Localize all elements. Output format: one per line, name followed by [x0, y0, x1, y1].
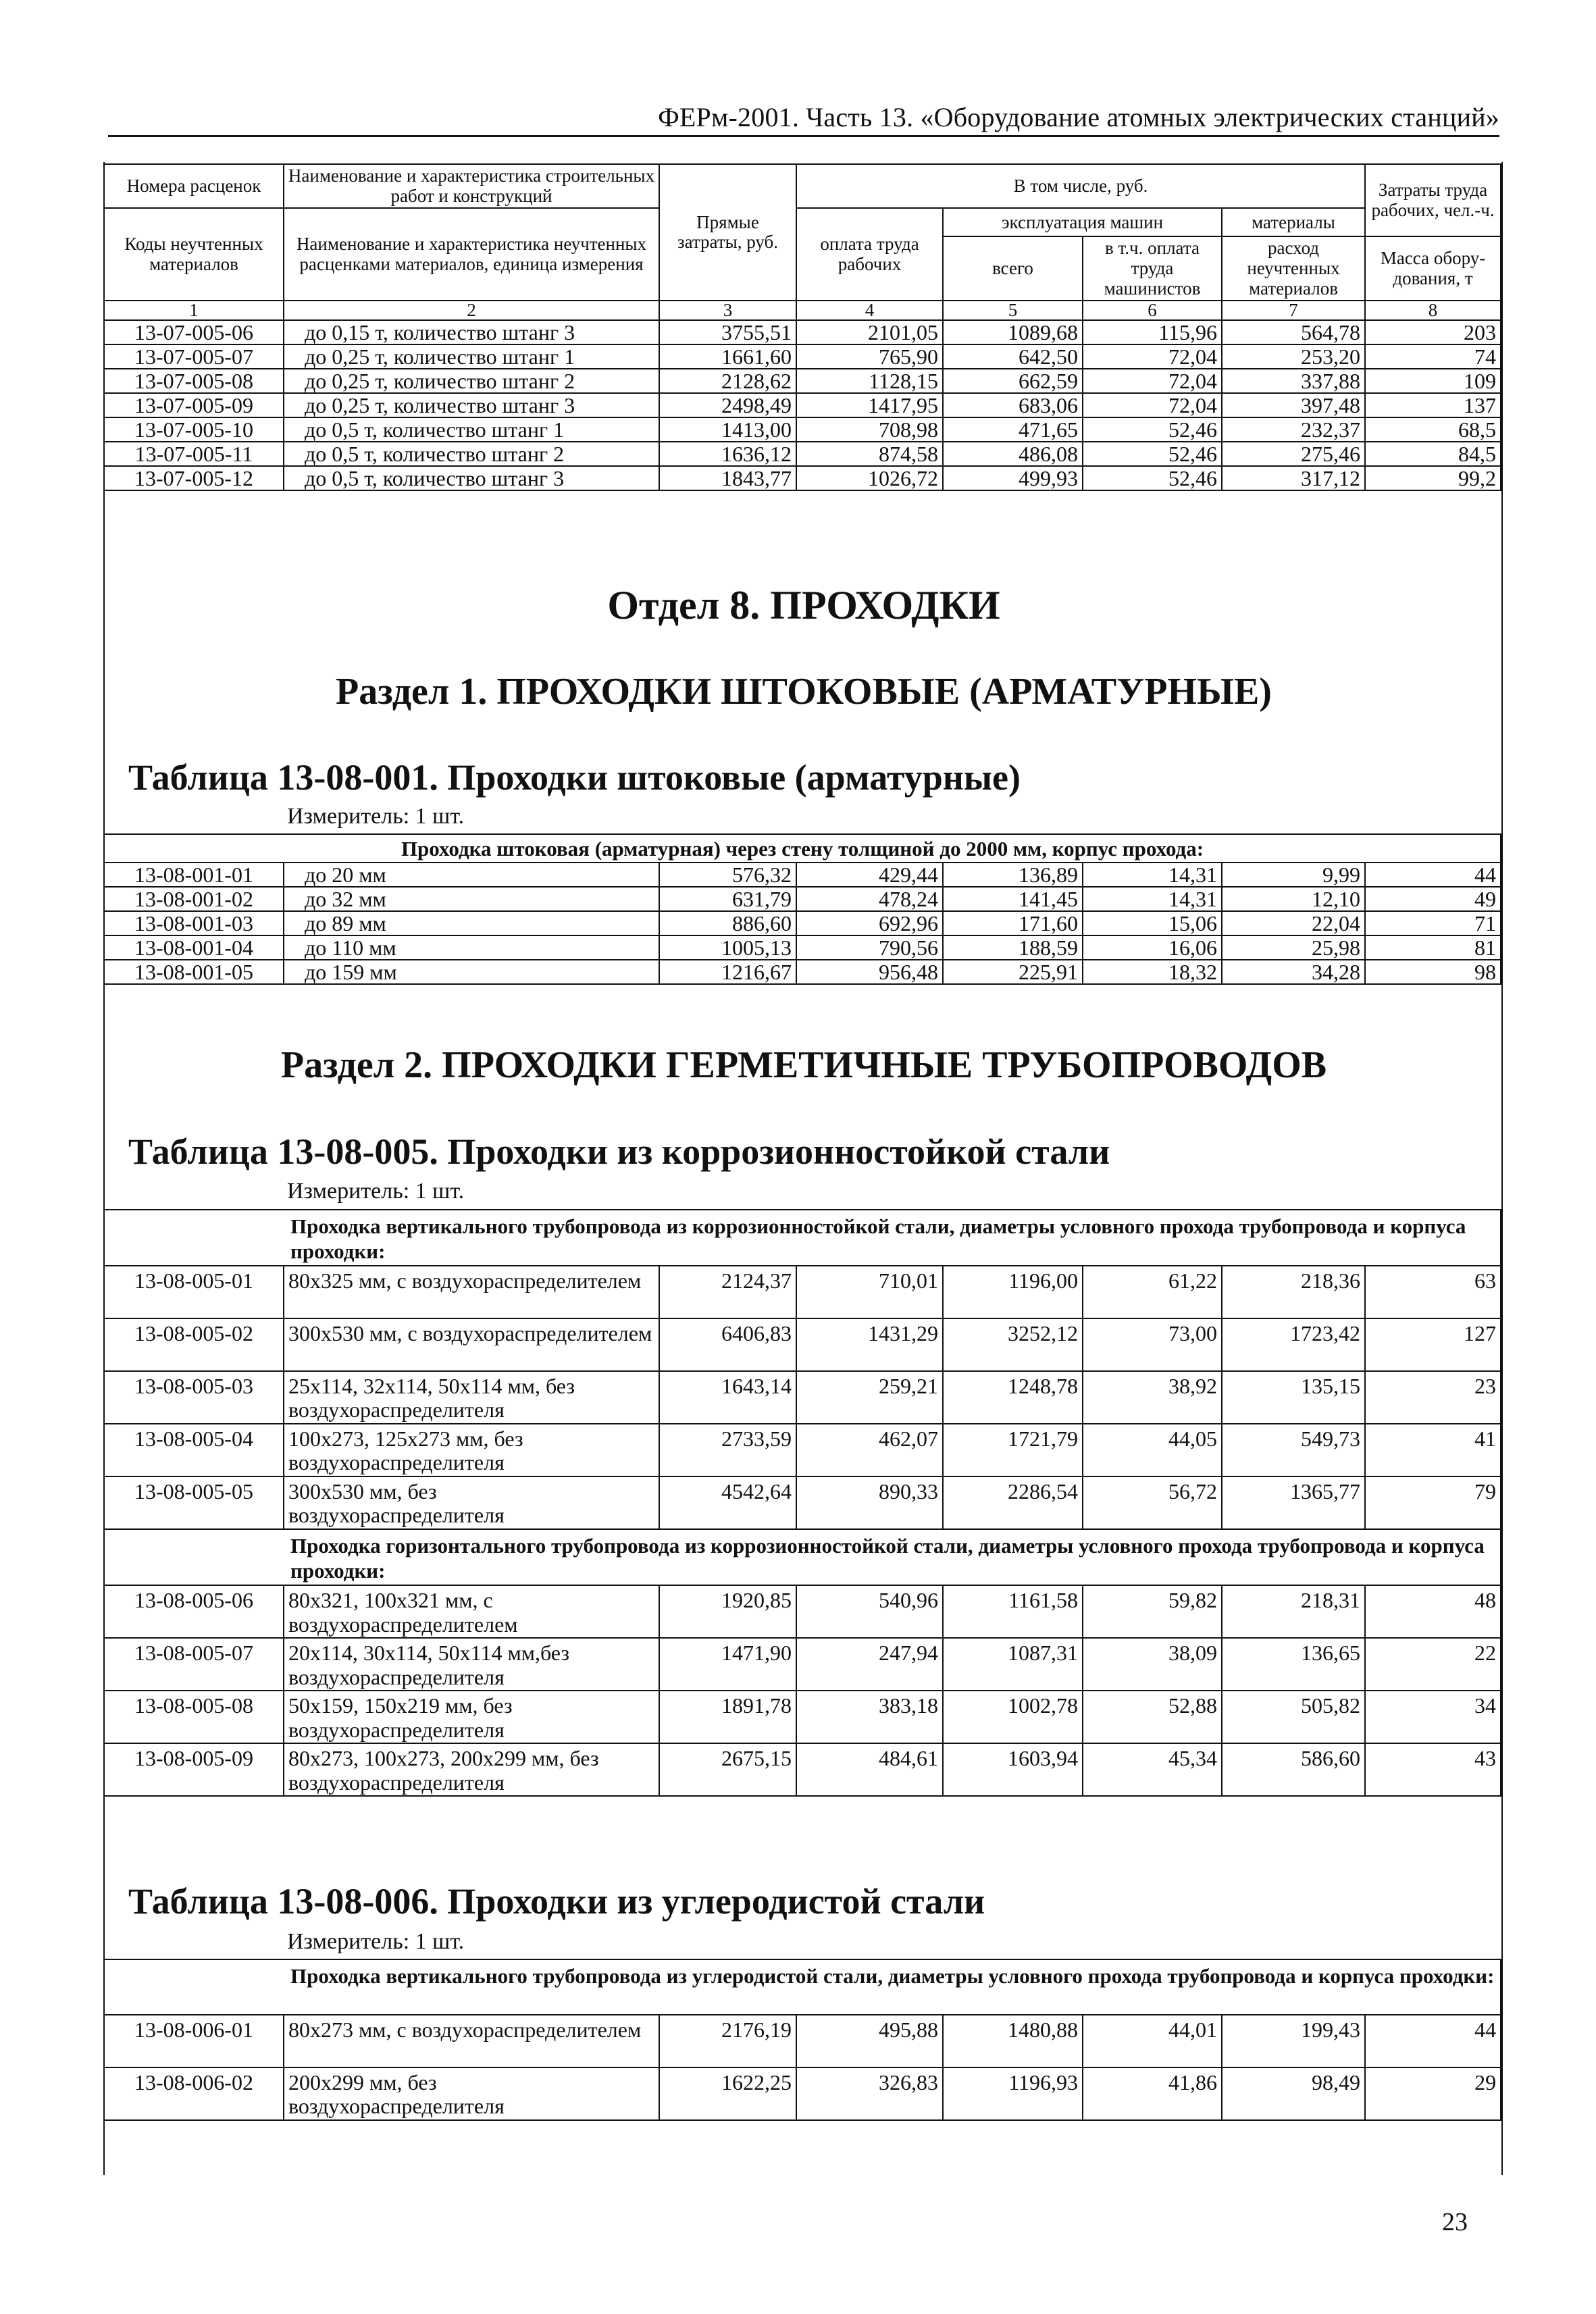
col-machines-total-header: всего	[943, 236, 1083, 301]
table-row	[104, 1691, 1501, 1743]
col-labor-pay-header: оплата труда рабочих	[796, 208, 943, 301]
machinist-pay-cell: 52,46	[1083, 442, 1222, 466]
description-cell: до 159 мм	[284, 960, 659, 984]
labor-pay-cell: 383,18	[796, 1691, 943, 1743]
column-number-cell: 8	[1365, 301, 1501, 320]
column-numbers-row	[104, 301, 1501, 320]
direct-cost-cell: 2733,59	[659, 1424, 796, 1476]
direct-cost-cell: 886,60	[659, 911, 796, 935]
machines-total-cell: 3252,12	[943, 1318, 1083, 1371]
table-row	[104, 960, 1501, 984]
machines-total-cell: 1087,31	[943, 1638, 1083, 1691]
table-row	[104, 369, 1501, 393]
table-subheading-horizontal: Проходка горизонтального трубопровода из коррозионностойкой стали, диаметры условного прохода трубопровода и корпуса проходки:	[104, 1529, 1501, 1585]
table-row	[104, 442, 1501, 466]
description-cell: до 0,25 т, количество штанг 2	[284, 369, 659, 393]
razdel-2-heading: Раздел 2. ПРОХОДКИ ГЕРМЕТИЧНЫЕ ТРУБОПРОВОДОВ	[280, 1044, 1327, 1086]
materials-cell: 9,99	[1222, 863, 1365, 887]
materials-cell: 275,46	[1222, 442, 1365, 466]
col-materials-use-header: расход неучтенных материалов	[1222, 236, 1365, 301]
rate-code-cell: 13-08-005-08	[104, 1691, 284, 1743]
labor-cost-cell: 68,5	[1365, 417, 1501, 442]
description-cell: 80х321, 100х321 мм, с воздухораспределителем	[284, 1585, 659, 1638]
machines-total-cell: 136,89	[943, 863, 1083, 887]
machines-total-cell: 171,60	[943, 911, 1083, 935]
table-row	[104, 935, 1501, 960]
materials-cell: 317,12	[1222, 466, 1365, 490]
table-row	[104, 466, 1501, 490]
machinist-pay-cell: 52,46	[1083, 417, 1222, 442]
rate-code-cell: 13-08-005-07	[104, 1638, 284, 1691]
direct-cost-cell: 631,79	[659, 887, 796, 911]
materials-cell: 135,15	[1222, 1371, 1365, 1424]
page-number: 23	[1442, 2208, 1468, 2236]
description-cell: 80х273 мм, с воздухораспределителем	[284, 2015, 659, 2067]
description-cell: 300х530 мм, без воздухораспределителя	[284, 1476, 659, 1529]
table-subheading-vertical: Проходка вертикального трубопровода из коррозионностойкой стали, диаметры условного прохода трубопровода и корпуса проходки:	[104, 1210, 1501, 1266]
rate-code-cell: 13-08-005-06	[104, 1585, 284, 1638]
table-row	[104, 1476, 1501, 1529]
col-codes-header: Номера расценок	[104, 164, 284, 208]
table-13-08-006	[103, 1959, 1501, 2121]
machines-total-cell: 486,08	[943, 442, 1083, 466]
direct-cost-cell: 1920,85	[659, 1585, 796, 1638]
top-rates-table	[103, 163, 1501, 491]
machines-total-cell: 642,50	[943, 344, 1083, 369]
labor-pay-cell: 478,24	[796, 887, 943, 911]
machines-total-cell: 188,59	[943, 935, 1083, 960]
table-13-08-006-unit: Измеритель: 1 шт.	[287, 1929, 465, 1954]
table-13-08-005	[103, 1209, 1501, 1797]
table-row	[104, 1585, 1501, 1638]
description-cell: 80х325 мм, с воздухораспределителем	[284, 1266, 659, 1318]
labor-cost-cell: 74	[1365, 344, 1501, 369]
table-row	[104, 2015, 1501, 2067]
description-cell: 100х273, 125х273 мм, без воздухораспределителя	[284, 1424, 659, 1476]
machinist-pay-cell: 72,04	[1083, 344, 1222, 369]
machinist-pay-cell: 72,04	[1083, 393, 1222, 417]
labor-cost-cell: 44	[1365, 2015, 1501, 2067]
col-equip-mass-header: Масса обору-дования, т	[1365, 236, 1501, 301]
rate-code-cell: 13-08-006-02	[104, 2067, 284, 2120]
otdel-heading: Отдел 8. ПРОХОДКИ	[607, 583, 1000, 627]
col-name-header: Наименование и характеристика строительных работ и конструкций	[284, 164, 659, 208]
table-row	[104, 887, 1501, 911]
machinist-pay-cell: 59,82	[1083, 1585, 1222, 1638]
materials-cell: 22,04	[1222, 911, 1365, 935]
labor-pay-cell: 429,44	[796, 863, 943, 887]
direct-cost-cell: 1005,13	[659, 935, 796, 960]
machines-total-cell: 1089,68	[943, 320, 1083, 344]
razdel-1-heading: Раздел 1. ПРОХОДКИ ШТОКОВЫЕ (АРМАТУРНЫЕ)	[336, 671, 1272, 713]
direct-cost-cell: 1216,67	[659, 960, 796, 984]
materials-cell: 136,65	[1222, 1638, 1365, 1691]
labor-pay-cell: 495,88	[796, 2015, 943, 2067]
machines-total-cell: 1480,88	[943, 2015, 1083, 2067]
col-direct-cost-header: Прямые затраты, руб.	[659, 164, 796, 301]
materials-cell: 1723,42	[1222, 1318, 1365, 1371]
labor-pay-cell: 259,21	[796, 1371, 943, 1424]
description-cell: до 32 мм	[284, 887, 659, 911]
machinist-pay-cell: 16,06	[1083, 935, 1222, 960]
labor-pay-cell: 2101,05	[796, 320, 943, 344]
direct-cost-cell: 2124,37	[659, 1266, 796, 1318]
materials-cell: 12,10	[1222, 887, 1365, 911]
table-13-08-001-title: Таблица 13-08-001. Проходки штоковые (арматурные)	[128, 757, 1021, 798]
table-row	[104, 2067, 1501, 2120]
description-cell: 80х273, 100х273, 200х299 мм, без воздухораспределителя	[284, 1743, 659, 1796]
rate-code-cell: 13-08-001-05	[104, 960, 284, 984]
labor-pay-cell: 540,96	[796, 1585, 943, 1638]
labor-pay-cell: 956,48	[796, 960, 943, 984]
machines-total-cell: 662,59	[943, 369, 1083, 393]
machinist-pay-cell: 14,31	[1083, 863, 1222, 887]
table-13-08-005-unit: Измеритель: 1 шт.	[287, 1179, 465, 1204]
direct-cost-cell: 4542,64	[659, 1476, 796, 1529]
labor-cost-cell: 34	[1365, 1691, 1501, 1743]
direct-cost-cell: 1643,14	[659, 1371, 796, 1424]
machines-total-cell: 683,06	[943, 393, 1083, 417]
rate-code-cell: 13-07-005-11	[104, 442, 284, 466]
machines-total-cell: 1248,78	[943, 1371, 1083, 1424]
direct-cost-cell: 1891,78	[659, 1691, 796, 1743]
labor-cost-cell: 203	[1365, 320, 1501, 344]
direct-cost-cell: 2176,19	[659, 2015, 796, 2067]
machinist-pay-cell: 15,06	[1083, 911, 1222, 935]
table-row	[104, 1638, 1501, 1691]
column-number-cell: 3	[659, 301, 796, 320]
labor-pay-cell: 326,83	[796, 2067, 943, 2120]
description-cell: 50х159, 150х219 мм, без воздухораспределителя	[284, 1691, 659, 1743]
direct-cost-cell: 6406,83	[659, 1318, 796, 1371]
description-cell: 300х530 мм, с воздухораспределителем	[284, 1318, 659, 1371]
labor-cost-cell: 84,5	[1365, 442, 1501, 466]
labor-pay-cell: 692,96	[796, 911, 943, 935]
rate-code-cell: 13-08-005-03	[104, 1371, 284, 1424]
machinist-pay-cell: 45,34	[1083, 1743, 1222, 1796]
machines-total-cell: 2286,54	[943, 1476, 1083, 1529]
labor-cost-cell: 81	[1365, 935, 1501, 960]
machinist-pay-cell: 41,86	[1083, 2067, 1222, 2120]
column-number-cell: 6	[1083, 301, 1222, 320]
machines-total-cell: 471,65	[943, 417, 1083, 442]
rate-code-cell: 13-08-001-01	[104, 863, 284, 887]
header-rule	[108, 135, 1499, 137]
materials-cell: 34,28	[1222, 960, 1365, 984]
col-labor-cost-header: Затраты труда рабочих, чел.-ч.	[1365, 164, 1501, 236]
labor-pay-cell: 1026,72	[796, 466, 943, 490]
column-number-cell: 2	[284, 301, 659, 320]
rate-code-cell: 13-07-005-09	[104, 393, 284, 417]
rate-code-cell: 13-07-005-06	[104, 320, 284, 344]
table-row	[104, 1371, 1501, 1424]
materials-cell: 337,88	[1222, 369, 1365, 393]
description-cell: до 20 мм	[284, 863, 659, 887]
column-number-cell: 7	[1222, 301, 1365, 320]
materials-cell: 25,98	[1222, 935, 1365, 960]
rate-code-cell: 13-08-005-02	[104, 1318, 284, 1371]
direct-cost-cell: 1843,77	[659, 466, 796, 490]
description-cell: до 110 мм	[284, 935, 659, 960]
materials-cell: 199,43	[1222, 2015, 1365, 2067]
labor-pay-cell: 1417,95	[796, 393, 943, 417]
machinist-pay-cell: 52,88	[1083, 1691, 1222, 1743]
rate-code-cell: 13-07-005-07	[104, 344, 284, 369]
description-cell: 25х114, 32х114, 50х114 мм, без воздухораспределителя	[284, 1371, 659, 1424]
table-row	[104, 417, 1501, 442]
rate-code-cell: 13-07-005-10	[104, 417, 284, 442]
labor-cost-cell: 79	[1365, 1476, 1501, 1529]
materials-cell: 253,20	[1222, 344, 1365, 369]
labor-pay-cell: 462,07	[796, 1424, 943, 1476]
materials-cell: 397,48	[1222, 393, 1365, 417]
machines-total-cell: 1161,58	[943, 1585, 1083, 1638]
machinist-pay-cell: 72,04	[1083, 369, 1222, 393]
direct-cost-cell: 1471,90	[659, 1638, 796, 1691]
table-row	[104, 320, 1501, 344]
col-materials-header: материалы	[1222, 208, 1365, 236]
column-number-cell: 1	[104, 301, 284, 320]
direct-cost-cell: 2128,62	[659, 369, 796, 393]
col-machines-header: эксплуатация машин	[943, 208, 1222, 236]
direct-cost-cell: 1413,00	[659, 417, 796, 442]
column-number-cell: 5	[943, 301, 1083, 320]
table-row	[104, 1743, 1501, 1796]
machines-total-cell: 225,91	[943, 960, 1083, 984]
labor-cost-cell: 22	[1365, 1638, 1501, 1691]
col-codes-unaccounted-header: Коды неучтенных материалов	[104, 208, 284, 301]
labor-cost-cell: 99,2	[1365, 466, 1501, 490]
labor-cost-cell: 41	[1365, 1424, 1501, 1476]
table-13-08-006-title: Таблица 13-08-006. Проходки из углеродистой стали	[128, 1881, 985, 1922]
rate-code-cell: 13-07-005-12	[104, 466, 284, 490]
table-subheading-carbon: Проходка вертикального трубопровода из углеродистой стали, диаметры условного прохода трубопровода и корпуса проходки:	[104, 1959, 1501, 2015]
machinist-pay-cell: 56,72	[1083, 1476, 1222, 1529]
rate-code-cell: 13-08-006-01	[104, 2015, 284, 2067]
description-cell: 20х114, 30х114, 50х114 мм,без воздухораспределителя	[284, 1638, 659, 1691]
table-row	[104, 863, 1501, 887]
labor-cost-cell: 23	[1365, 1371, 1501, 1424]
materials-cell: 586,60	[1222, 1743, 1365, 1796]
col-incl-header: В том числе, руб.	[796, 164, 1365, 208]
machinist-pay-cell: 73,00	[1083, 1318, 1222, 1371]
machinist-pay-cell: 18,32	[1083, 960, 1222, 984]
direct-cost-cell: 2675,15	[659, 1743, 796, 1796]
labor-cost-cell: 127	[1365, 1318, 1501, 1371]
materials-cell: 218,36	[1222, 1266, 1365, 1318]
labor-cost-cell: 49	[1365, 887, 1501, 911]
table-row	[104, 1266, 1501, 1318]
machinist-pay-cell: 61,22	[1083, 1266, 1222, 1318]
labor-pay-cell: 1128,15	[796, 369, 943, 393]
labor-pay-cell: 765,90	[796, 344, 943, 369]
table-13-08-005-title: Таблица 13-08-005. Проходки из коррозионностойкой стали	[128, 1131, 1110, 1172]
description-cell: до 0,25 т, количество штанг 1	[284, 344, 659, 369]
direct-cost-cell: 1661,60	[659, 344, 796, 369]
table-row	[104, 911, 1501, 935]
machines-total-cell: 1196,93	[943, 2067, 1083, 2120]
description-cell: до 0,5 т, количество штанг 2	[284, 442, 659, 466]
description-cell: 200х299 мм, без воздухораспределителя	[284, 2067, 659, 2120]
machines-total-cell: 499,93	[943, 466, 1083, 490]
materials-cell: 549,73	[1222, 1424, 1365, 1476]
labor-pay-cell: 708,98	[796, 417, 943, 442]
table-13-08-001-unit: Измеритель: 1 шт.	[287, 804, 465, 829]
direct-cost-cell: 1636,12	[659, 442, 796, 466]
table-13-08-001	[103, 833, 1501, 985]
materials-cell: 232,37	[1222, 417, 1365, 442]
description-cell: до 0,15 т, количество штанг 3	[284, 320, 659, 344]
table-subheading: Проходка штоковая (арматурная) через стену толщиной до 2000 мм, корпус прохода:	[104, 834, 1501, 863]
description-cell: до 0,25 т, количество штанг 3	[284, 393, 659, 417]
col-machinist-pay-header: в т.ч. оплата труда машинистов	[1083, 236, 1222, 301]
direct-cost-cell: 1622,25	[659, 2067, 796, 2120]
rate-code-cell: 13-08-001-04	[104, 935, 284, 960]
labor-cost-cell: 137	[1365, 393, 1501, 417]
materials-cell: 98,49	[1222, 2067, 1365, 2120]
labor-cost-cell: 29	[1365, 2067, 1501, 2120]
labor-cost-cell: 98	[1365, 960, 1501, 984]
machines-total-cell: 1196,00	[943, 1266, 1083, 1318]
rate-code-cell: 13-07-005-08	[104, 369, 284, 393]
rate-code-cell: 13-08-001-03	[104, 911, 284, 935]
direct-cost-cell: 3755,51	[659, 320, 796, 344]
running-header: ФЕРм-2001. Часть 13. «Оборудование атомных электрических станций»	[658, 102, 1499, 132]
labor-pay-cell: 710,01	[796, 1266, 943, 1318]
rate-code-cell: 13-08-005-04	[104, 1424, 284, 1476]
description-cell: до 89 мм	[284, 911, 659, 935]
col-name-unaccounted-header: Наименование и характеристика неучтенных расценками материалов, единица измерения	[284, 208, 659, 301]
machines-total-cell: 1603,94	[943, 1743, 1083, 1796]
materials-cell: 218,31	[1222, 1585, 1365, 1638]
labor-cost-cell: 63	[1365, 1266, 1501, 1318]
machinist-pay-cell: 38,09	[1083, 1638, 1222, 1691]
materials-cell: 1365,77	[1222, 1476, 1365, 1529]
direct-cost-cell: 2498,49	[659, 393, 796, 417]
machinist-pay-cell: 38,92	[1083, 1371, 1222, 1424]
labor-cost-cell: 48	[1365, 1585, 1501, 1638]
machines-total-cell: 1721,79	[943, 1424, 1083, 1476]
machinist-pay-cell: 44,01	[1083, 2015, 1222, 2067]
column-number-cell: 4	[796, 301, 943, 320]
rate-code-cell: 13-08-005-09	[104, 1743, 284, 1796]
machinist-pay-cell: 44,05	[1083, 1424, 1222, 1476]
machines-total-cell: 1002,78	[943, 1691, 1083, 1743]
machines-total-cell: 141,45	[943, 887, 1083, 911]
labor-pay-cell: 874,58	[796, 442, 943, 466]
labor-pay-cell: 247,94	[796, 1638, 943, 1691]
machinist-pay-cell: 14,31	[1083, 887, 1222, 911]
rate-code-cell: 13-08-005-05	[104, 1476, 284, 1529]
labor-pay-cell: 890,33	[796, 1476, 943, 1529]
labor-pay-cell: 790,56	[796, 935, 943, 960]
table-row	[104, 1424, 1501, 1476]
machinist-pay-cell: 115,96	[1083, 320, 1222, 344]
machinist-pay-cell: 52,46	[1083, 466, 1222, 490]
labor-cost-cell: 109	[1365, 369, 1501, 393]
table-row	[104, 1318, 1501, 1371]
labor-pay-cell: 1431,29	[796, 1318, 943, 1371]
rate-code-cell: 13-08-005-01	[104, 1266, 284, 1318]
description-cell: до 0,5 т, количество штанг 1	[284, 417, 659, 442]
rate-code-cell: 13-08-001-02	[104, 887, 284, 911]
table-row	[104, 393, 1501, 417]
labor-cost-cell: 44	[1365, 863, 1501, 887]
table-row	[104, 344, 1501, 369]
labor-pay-cell: 484,61	[796, 1743, 943, 1796]
materials-cell: 505,82	[1222, 1691, 1365, 1743]
description-cell: до 0,5 т, количество штанг 3	[284, 466, 659, 490]
materials-cell: 564,78	[1222, 320, 1365, 344]
labor-cost-cell: 43	[1365, 1743, 1501, 1796]
labor-cost-cell: 71	[1365, 911, 1501, 935]
direct-cost-cell: 576,32	[659, 863, 796, 887]
